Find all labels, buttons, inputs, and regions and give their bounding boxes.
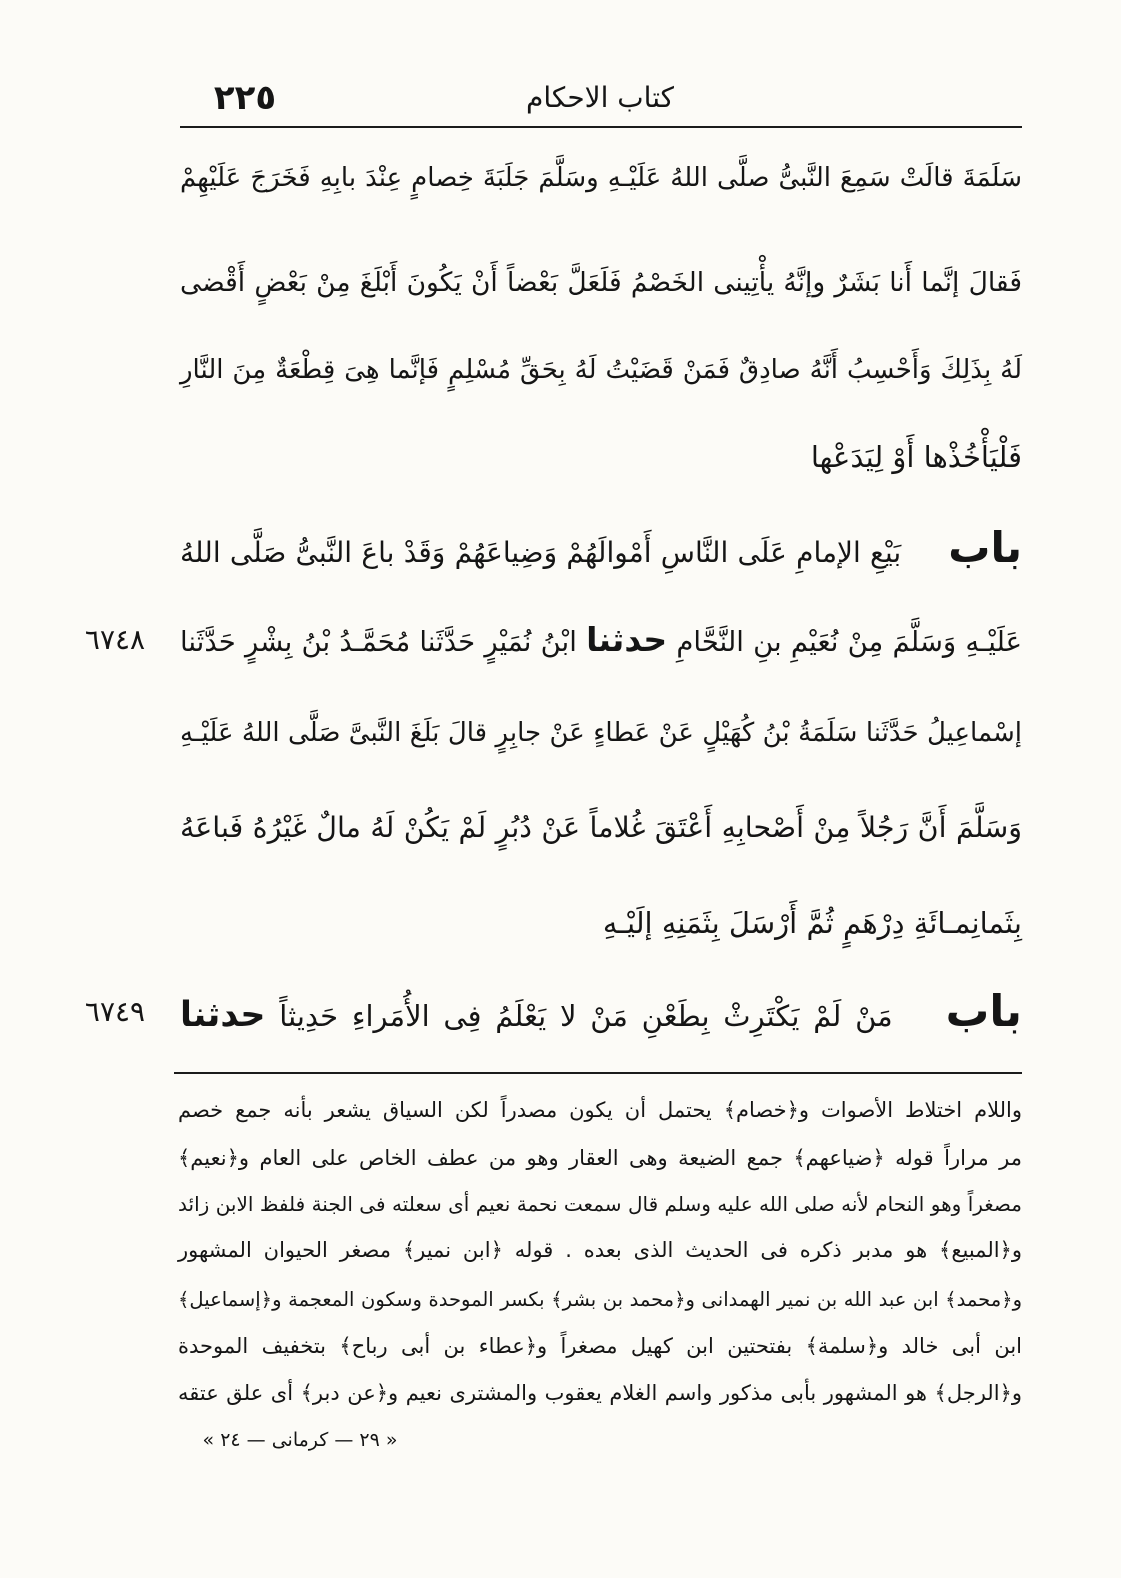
page-title: كتاب الاحكام — [526, 81, 674, 114]
commentary-line: و﴿المبيع﴾ هو مدبر ذكره فى الحديث الذى بعده . قوله ﴿ابن نمير﴾ مصغر الحيوان المشهور — [178, 1238, 1022, 1262]
chapter-label-bab: باب — [948, 523, 1023, 572]
text-line: فَلْيَأْخُذْها أَوْ لِيَدَعْها — [810, 440, 1022, 474]
text-line: لَهُ بِذَلِكَ وَأَحْسِبُ أَنَّهُ صادِقٌ فَمَنْ قَضَيْتُ لَهُ بِحَقِّ مُسْلِمٍ فَإنَّما هِىَ قِطْعَةٌ مِنَ النَّارِ — [180, 355, 1022, 385]
commentary-line: مر مراراً قوله ﴿ضياعهم﴾ جمع الضيعة وهى العقار وهو من عطف الخاص على العام و﴿نعيم﴾ — [178, 1146, 1022, 1170]
header-rule — [180, 126, 1022, 128]
printer-signature: « ٢٩ — كرمانى — ٢٤ » — [202, 1429, 398, 1451]
chapter-heading-line — [180, 977, 1022, 1051]
text-segment: عَلَيْـهِ وَسَلَّمَ مِنْ نُعَيْمِ بنِ النَّحَّامِ — [676, 626, 1023, 658]
hadith-number: ٦٧٤٩ — [84, 995, 146, 1028]
text-line: فَقالَ إنَّما أَنا بَشَرٌ وإنَّهُ يأْتِينى الخَصْمُ فَلَعَلَّ بَعْضاً أَنْ يَكُونَ أَبْلَغَ مِنْ بَعْضٍ أَقْضى — [180, 267, 1022, 298]
commentary-line: مصغراً وهو النحام لأنه صلى الله عليه وسلم قال سمعت نحمة نعيم أى سعلته فى الجنة فلفظ الابن زائد — [178, 1192, 1022, 1216]
text-line: وَسَلَّمَ أَنَّ رَجُلاً مِنْ أَصْحابِهِ أَعْتَقَ غُلاماً عَنْ دُبُرٍ لَمْ يَكُنْ لَهُ مالٌ غَيْرُهُ فَباعَهُ — [180, 811, 1022, 844]
chapter-title: مَنْ لَمْ يَكْتَرِثْ بِطَعْنِ مَنْ لا يَعْلَمُ فِى الأُمَراءِ حَدِيثاً — [279, 999, 893, 1033]
chapter-label-bab: باب — [945, 987, 1023, 1037]
page-number: ٢٢٥ — [213, 78, 277, 118]
text-line: سَلَمَةَ قالَتْ سَمِعَ النَّبىُّ صلَّى اللهُ عَلَيْـهِ وسَلَّمَ جَلَبَةَ خِصامٍ عِنْدَ بابِهِ فَخَرَجَ عَلَيْهِمْ — [180, 163, 1022, 193]
text-line: إسْماعِيلُ حَدَّثَنا سَلَمَةُ بْنُ كُهَيْلٍ عَنْ عَطاءٍ عَنْ جابِرٍ قالَ بَلَغَ النَّبىَّ صَلَّى اللهُ عَلَيْـهِ — [180, 718, 1022, 748]
chapter-title: بَيْعِ الإمامِ عَلَى النَّاسِ أَمْوالَهُمْ وَضِياعَهُمْ وَقَدْ باعَ النَّبىُّ صَلَّى اللهُ — [180, 536, 902, 569]
haddathana-marker: حدثنا — [586, 620, 668, 659]
chapter-heading-line — [180, 513, 1022, 588]
hadith-number: ٦٧٤٨ — [84, 623, 146, 656]
commentary-line: واللام اختلاط الأصوات و﴿خصام﴾ يحتمل أن يكون مصدراً لكن السياق يشعر بأنه جمع خصم — [178, 1098, 1022, 1122]
text-line — [180, 605, 1022, 677]
text-line: بِثَمانِمـائَةِ دِرْهَمٍ ثُمَّ أَرْسَلَ بِثَمَنِهِ إلَيْـهِ — [602, 906, 1022, 940]
commentary-line: و﴿محمد﴾ ابن عبد الله بن نمير الهمدانى و﴿محمد بن بشر﴾ بكسر الموحدة وسكون المعجمة و﴿إسماعيل﴾ — [178, 1288, 1022, 1311]
commentary-line: ابن أبى خالد و﴿سلمة﴾ بفتحتين ابن كهيل مصغراً و﴿عطاء بن أبى رباح﴾ بتخفيف الموحدة — [178, 1334, 1022, 1358]
commentary-line: و﴿الرجل﴾ هو المشهور بأبى مذكور واسم الغلام يعقوب والمشترى نعيم و﴿عن دبر﴾ أى علق عتقه — [178, 1381, 1022, 1405]
haddathana-marker: حدثنا — [180, 995, 266, 1035]
footnote-rule — [174, 1072, 1022, 1074]
text-segment: ابْنُ نُمَيْرٍ حَدَّثَنا مُحَمَّـدُ بْنُ بِشْرٍ حَدَّثَنا — [180, 626, 577, 658]
